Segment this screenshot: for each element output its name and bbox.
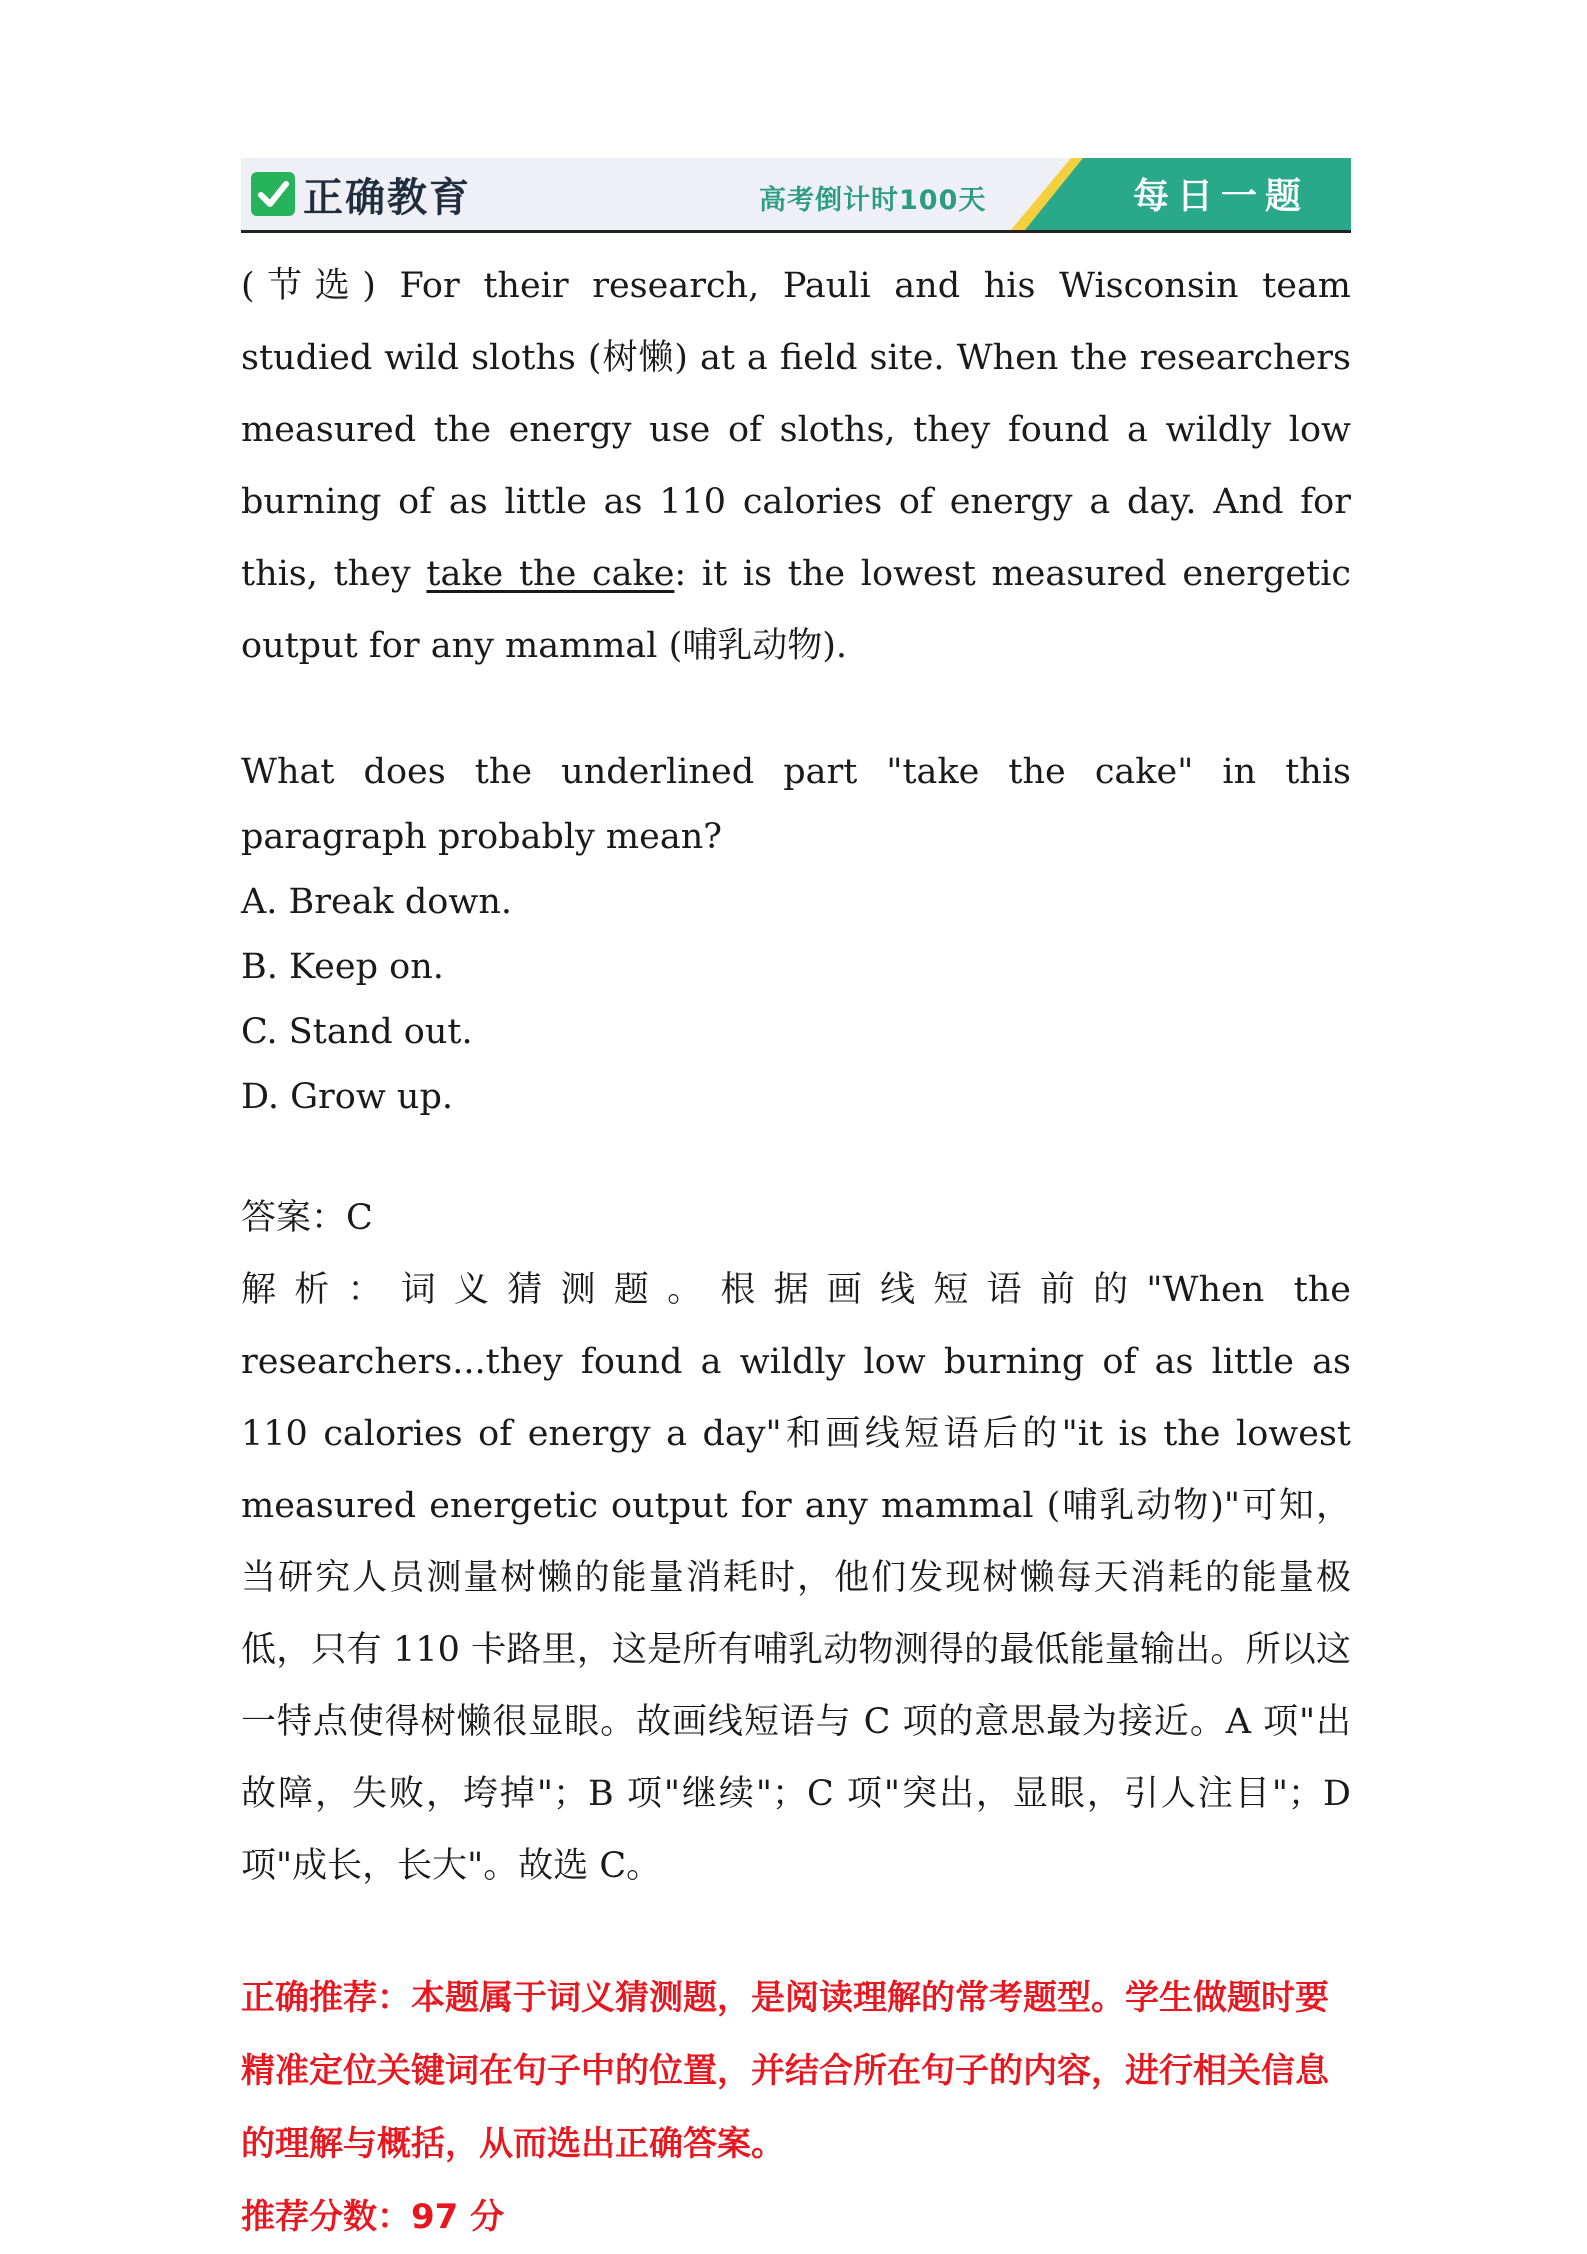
brand-name: 正确教育 [303, 174, 471, 221]
analysis-paragraph: 解析：词义猜测题。根据画线短语前的"When the researchers...they found a wildly low burning of as little as 110 calories of energy a day"和画线短语后的"it is the lowest measured energetic output for any mammal (哺乳动物)"可知，当研究人员测量树懒的能量消耗时，他们发现树懒每天消耗的能量极低，只有 110 卡路里，这是所有哺乳动物测得的最低能量输出。所以这一特点使得树懒很显眼。故画线短语与 C 项的意思最为接近。A 项"出故障，失败，垮掉"；B 项"继续"；C 项"突出，显眼，引人注目"；D 项"成长，长大"。故选 C。 [241, 1270, 1351, 1886]
ribbon-label: 每日一题 [1132, 176, 1309, 217]
header-banner [241, 158, 1351, 233]
option-a: A. Break down. [241, 882, 512, 922]
recommendation-paragraph: 正确推荐：本题属于词义猜测题，是阅读理解的常考题型。学生做题时要精准定位关键词在句子中的位置，并结合所在句子的内容，进行相关信息的理解与概括，从而选出正确答案。 [241, 1978, 1329, 2164]
option-d: D. Grow up. [241, 1077, 453, 1117]
passage-text-before: (节选) For their research, Pauli and his Wisconsin team studied wild sloths (树懒) at a field site. When the researchers measured the energy use of sloths, they found a wildly low burning of as little as 110 calories of energy a day. And for this, they [241, 266, 1351, 594]
option-b: B. Keep on. [241, 947, 444, 987]
answer-line: 答案：C [241, 1198, 373, 1238]
brand-logo [251, 168, 471, 220]
daily-question-ribbon [1011, 158, 1351, 230]
option-list [241, 870, 1351, 1130]
underlined-phrase: take the cake [426, 554, 675, 594]
recommendation-score: 推荐分数：97 分 [241, 2197, 505, 2237]
passage-paragraph [241, 250, 1351, 682]
countdown-text: 高考倒计时100天 [759, 185, 987, 216]
passage-text-after: : it is the lowest measured energetic output for any mammal (哺乳动物). [241, 554, 1351, 666]
content [241, 250, 1351, 2254]
question-stem: What does the underlined part "take the cake" in this paragraph probably mean? [241, 752, 1351, 857]
option-c: C. Stand out. [241, 1012, 473, 1052]
checkmark-icon [251, 172, 295, 216]
